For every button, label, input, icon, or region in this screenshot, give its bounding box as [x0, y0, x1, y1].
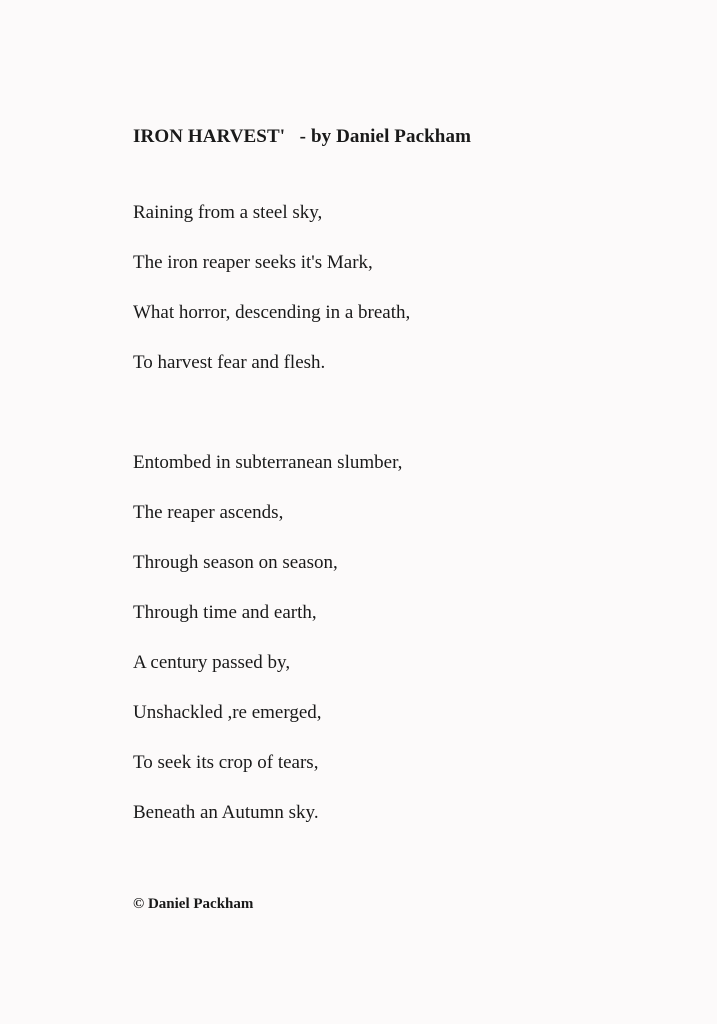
stanza-1 [133, 200, 410, 400]
copyright-notice: © Daniel Packham [133, 896, 254, 912]
poem-line: To seek its crop of tears, [133, 752, 319, 773]
poem-line: Through season on season, [133, 552, 338, 573]
stanza-2 [133, 450, 402, 850]
poem-line: The reaper ascends, [133, 502, 284, 523]
poem-line: To harvest fear and flesh. [133, 352, 326, 373]
poem-line: The iron reaper seeks it's Mark, [133, 252, 373, 273]
poem-title: IRON HARVEST' - by Daniel Packham [133, 126, 472, 147]
poem-line: What horror, descending in a breath, [133, 302, 411, 323]
poem-line: Through time and earth, [133, 602, 317, 623]
poem-line: Entombed in subterranean slumber, [133, 452, 403, 473]
poem-line: Beneath an Autumn sky. [133, 802, 319, 823]
poem-line: Unshackled ,re emerged, [133, 702, 322, 723]
poem-line: Raining from a steel sky, [133, 202, 323, 223]
poem-line: A century passed by, [133, 652, 291, 673]
